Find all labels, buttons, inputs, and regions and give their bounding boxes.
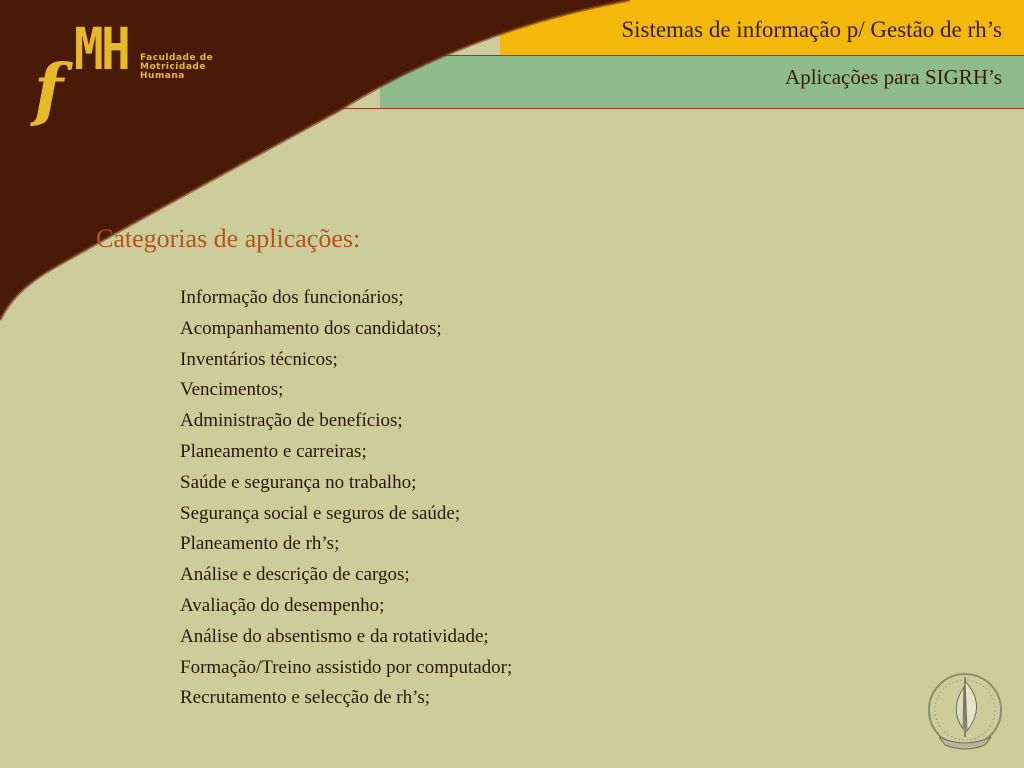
list-item: Acompanhamento dos candidatos;	[180, 317, 442, 339]
list-item: Avaliação do desempenho;	[180, 594, 385, 616]
list-item: Inventários técnicos;	[180, 348, 338, 370]
list-item: Saúde e segurança no trabalho;	[180, 471, 417, 493]
university-seal-caravel-icon	[925, 665, 1005, 765]
list-item: Análise do absentismo e da rotatividade;	[180, 625, 489, 647]
logo-letter-f: f	[34, 50, 64, 130]
list-item: Planeamento e carreiras;	[180, 440, 367, 462]
section-heading: Categorias de aplicações:	[96, 224, 361, 253]
list-item: Formação/Treino assistido por computador;	[180, 656, 513, 678]
list-item: Recrutamento e selecção de rh’s;	[180, 687, 431, 709]
logo-letters-mh: MH	[74, 15, 129, 83]
list-item: Planeamento de rh’s;	[180, 533, 340, 555]
list-item: Administração de benefícios;	[180, 410, 403, 432]
logo-subtitle	[140, 54, 260, 81]
header-subtitle: Aplicações para SIGRH’s	[785, 65, 1002, 89]
list-item: Análise e descrição de cargos;	[180, 564, 410, 586]
list-item: Informação dos funcionários;	[180, 287, 404, 308]
logo-subtitle-line: Faculdade de	[140, 53, 214, 63]
list-item: Segurança social e seguros de saúde;	[180, 502, 461, 524]
list-item: Vencimentos;	[180, 379, 284, 401]
header-title: Sistemas de informação p/ Gestão de rh’s	[621, 17, 1002, 42]
fmh-logo	[30, 15, 260, 130]
logo-subtitle-line: Motricidade	[140, 62, 206, 72]
category-list	[180, 283, 512, 714]
logo-subtitle-line: Humana	[140, 71, 185, 81]
